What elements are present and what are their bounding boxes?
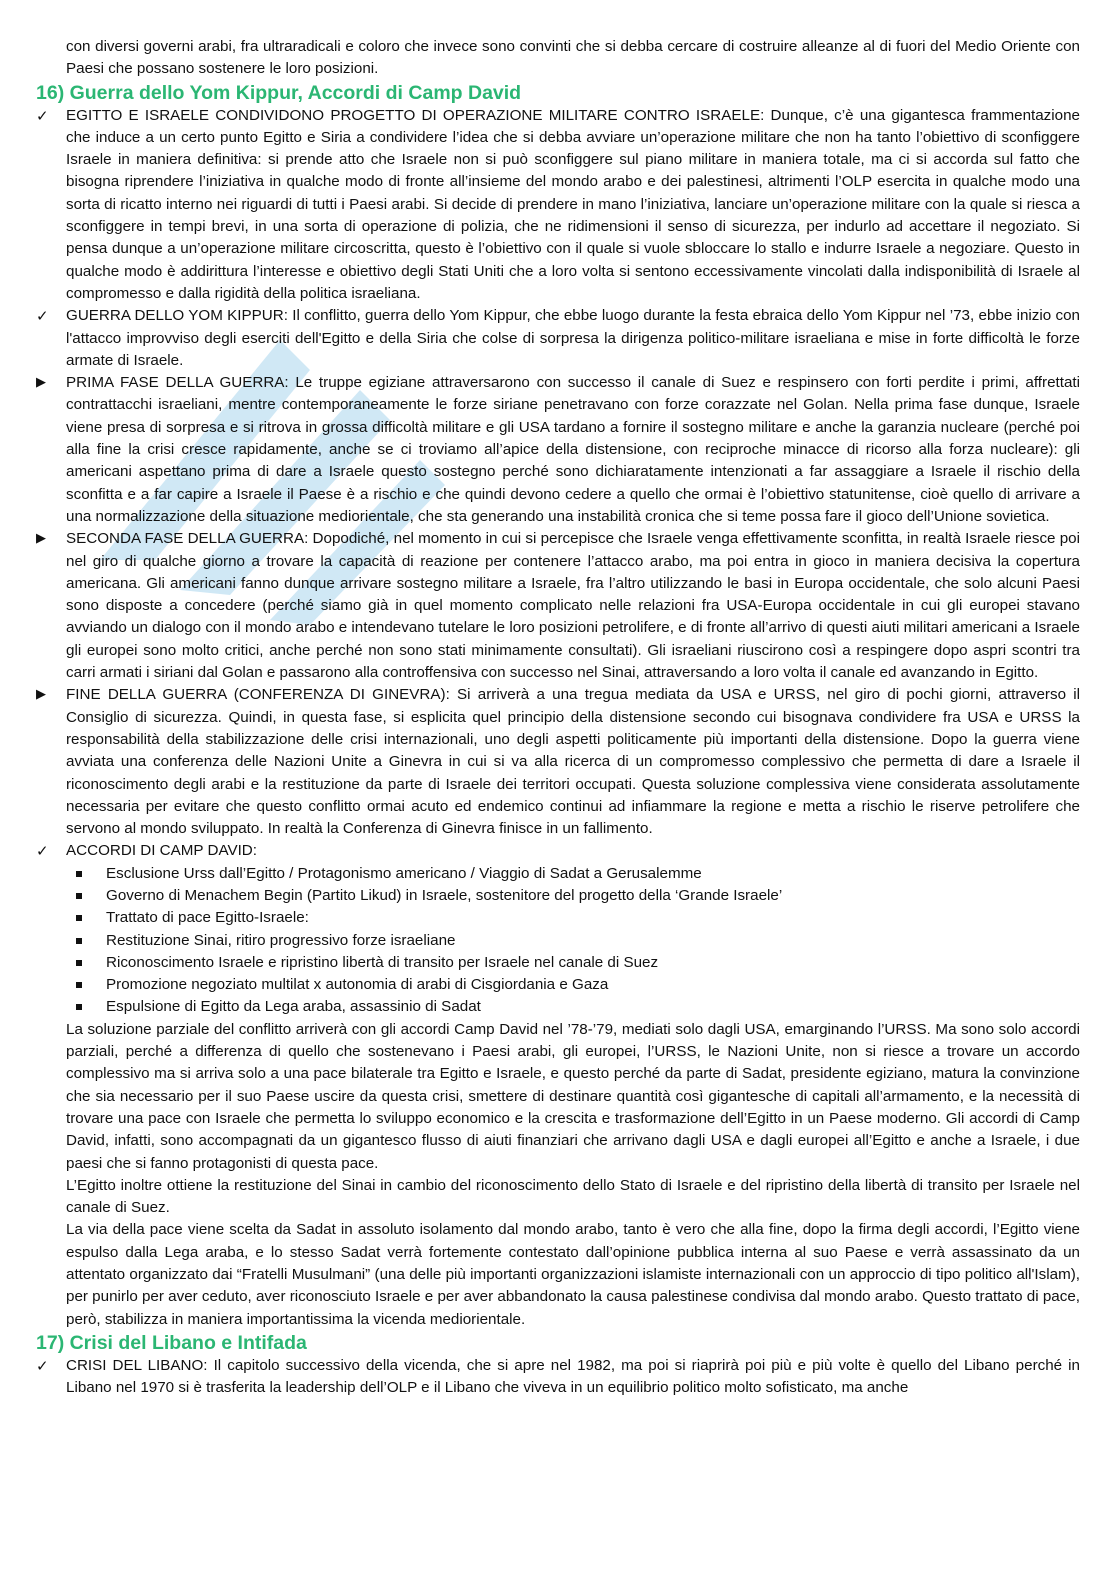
section-16-item [36, 305, 1080, 372]
item-text: PRIMA FASE DELLA GUERRA: Le truppe egiziane attraversarono con successo il canale di Suez e respinsero con forti perdite i primi, affrettati contrattacchi israeliani, mentre contemporaneamente le forze siriane penetravano con forze corazzate nel Golan. Nella prima fase dunque, Israele viene presa di sorpresa e si ritrova in grossa difficoltà militare e gli USA tardano a fornire il sostegno militare e anche la garanzia nucleare (perché poi alla fine la crisi cresce rapidamente, anche se ci troviamo all’apice della distensione, con reciproche minacce di ricorso alla forza nucleare): gli americani aspettano prima di dare a Israele questo sostegno perché sono dichiaratamente intenzionati a far assaggiare a Israele il rischio della sconfitta e a far capire a Israele il Paese è a rischio e che quindi devono cedere a quello che ormai è l’obiettivo statunitense, cioè quello di arrivare a una normalizzazione della situazione mediorientale, che sta generando una instabilità cronica che si teme possa fare il gioco dell’Unione sovietica. [66, 374, 1080, 525]
item-text: SECONDA FASE DELLA GUERRA: Dopodiché, nel momento in cui si percepisce che Israele venga effettivamente sconfitta, in realtà Israele riesce poi nel giro di qualche giorno a trovare la capacità di reazione per contenere l’attacco arabo, ma poi entra in gioco in maniera decisiva la copertura americana. Gli americani fanno dunque arrivare sostegno militare a Israele, fra l’altro utilizzando le basi in Europa occidentale, che solo alcuni Paesi sono disposte a concedere (perché siamo già in quel momento complicato nelle relazioni fra USA-Europa occidentale in cui gli europei stavano avviando un dialogo con il mondo arabo e intendevano tutelare le loro posizioni petrolifere, e di fronte all’arrivo di questi aiuti militari americani a Israele gli europei sono molto critici, anche perché non sono stati minimamente consultati). Gli israeliani riuscirono così a respingere dopo aspri scontri tra carri armati i siriani dal Golan e passarono alla controffensiva con successo nel Sinai, attraversando a loro volta il canale ed avanzando in Egitto. [66, 530, 1080, 682]
item-text: GUERRA DELLO YOM KIPPUR: Il conflitto, guerra dello Yom Kippur, che ebbe luogo durante la festa ebraica dello Yom Kippur nel ’73, ebbe inizio con l'attacco improvviso degli eserciti dell'Egitto e della Siria che colse di sorpresa la dirigenza politico-militare israeliana e mise in forte difficoltà le forze armate di Israele. [66, 307, 1080, 369]
check-icon: ✓ [36, 106, 49, 125]
list-item: Trattato di pace Egitto-Israele: [106, 907, 1080, 929]
section-16-item [36, 684, 1080, 840]
camp-david-paragraph: La soluzione parziale del conflitto arriverà con gli accordi Camp David nel ’78-’79, mediati solo dagli USA, emarginando l’URSS. Ma sono solo accordi parziali, perché a differenza di quello che sostenevano i Paesi arabi, gli europei, l’URSS, le Nazioni Unite, non si riesce a trovare un accordo complessivo ma si arriva solo a una pace bilaterale tra Egitto e Israele, e questo perché da parte di Sadat, presidente egiziano, matura la convinzione che sia necessario per il suo Paese uscire da questa crisi, smettere di destinare quantità così gigantesche di capitali all’armamento, e la necessità di trovare una pace con Israele che permetta lo sviluppo economico e la crescita e trasformazione dell’Egitto in un Paese moderno. Gli accordi di Camp David, infatti, sono accompagnati da un gigantesco flusso di aiuti finanziari che arrivano dagli USA e dagli europei all’Egitto e anche a Israele, i due paesi che si fanno protagonisti di questa pace. [66, 1020, 1080, 1172]
camp-david-bullets [36, 863, 1080, 1019]
document-page [36, 36, 1080, 1400]
camp-david-item [36, 840, 1080, 862]
check-icon: ✓ [36, 1356, 49, 1375]
square-bullet-icon [76, 938, 82, 944]
section-17-item [36, 1355, 1080, 1400]
list-item: Riconoscimento Israele e ripristino libertà di transito per Israele nel canale di Suez [106, 952, 1080, 974]
square-bullet-icon [76, 871, 82, 877]
square-bullet-icon [76, 982, 82, 988]
section-17-heading: 17) Crisi del Libano e Intifada [36, 1331, 307, 1354]
camp-david-paragraph: L’Egitto inoltre ottiene la restituzione del Sinai in cambio del riconoscimento dello Stato di Israele e del ripristino della libertà di transito per Israele nel canale di Suez. [66, 1176, 1080, 1217]
section-16-item [36, 528, 1080, 684]
list-item: Governo di Menachem Begin (Partito Likud) in Israele, sostenitore del progetto della ‘Grande Israele’ [106, 885, 1080, 907]
triangle-icon: ▶ [36, 375, 46, 391]
intro-continuation: con diversi governi arabi, fra ultraradicali e coloro che invece sono convinti che si debba cercare di costruire alleanze al di fuori del Medio Oriente con Paesi che possano sostenere le loro posizioni. [66, 38, 1080, 78]
item-text: EGITTO E ISRAELE CONDIVIDONO PROGETTO DI OPERAZIONE MILITARE CONTRO ISRAELE: Dunque, c’è una gigantesca frammentazione che induce a un certo punto Egitto e Siria a condividere l’idea che si debba avviare un’operazione militare che non ha tanto l’obiettivo di sconfiggere Israele in maniera definitiva: si prende atto che Israele non si può sconfiggere sul piano militare in maniera totale, ma ci si accorda sul fatto che bisogna riprendere l’iniziativa in qualche modo di fronte all’insieme del mondo arabo e dei palestinesi, altrimenti l’OLP esercita in qualche modo una sorta di ricatto interno nei riguardi di tutti i Paesi arabi. Si decide di prendere in mano l’iniziativa, lanciare un’operazione militare con la quale si riesca a sconfiggere in tempi brevi, in una sorta di operazione di polizia, che ne ridimensioni il senso di sicurezza, per indurlo ad accettare il negoziato. Si pensa dunque a un’operazione militare circoscritta, questo è l’obiettivo con il quale si vuole sbloccare lo stallo e indurre Israele a negoziare. Questo in qualche modo è addirittura l’interesse e obiettivo degli Stati Uniti che a loro volta si sentono eccessivamente vincolati dalla indisponibilità di Israele al compromesso e dalla rigidità della politica israeliana. [66, 106, 1080, 302]
camp-david-paragraph: La via della pace viene scelta da Sadat in assoluto isolamento dal mondo arabo, tanto è vero che alla fine, dopo la firma degli accordi, l’Egitto viene espulso dalla Lega araba, e lo stesso Sadat verrà fortemente contestato dall’opinione pubblica interna al suo Paese e verrà assassinato da un attentato organizzato dai “Fratelli Musulmani” (una delle più importanti organizzazioni islamiste internazionali con un approccio di tipo politico all'Islam), per punirlo per aver ceduto, aver riconosciuto Israele e per aver abbandonato la causa palestinese condivisa dal mondo arabo. Questo trattato di pace, però, stabilizza in maniera importantissima la vicenda mediorientale. [66, 1221, 1080, 1328]
square-bullet-icon [76, 1004, 82, 1010]
camp-david-heading: ACCORDI DI CAMP DAVID: [66, 842, 257, 860]
section-16-item [36, 105, 1080, 306]
check-icon: ✓ [36, 842, 49, 861]
section-16-heading: 16) Guerra dello Yom Kippur, Accordi di Camp David [36, 81, 522, 104]
check-icon: ✓ [36, 307, 49, 326]
item-text: CRISI DEL LIBANO: Il capitolo successivo della vicenda, che si apre nel 1982, ma poi si riaprirà poi più e più volte è quello del Libano perché in Libano nel 1970 si è trasferita la leadership dell’OLP e il Libano che viveva in un equilibrio politico molto sofisticato, ma anche [66, 1356, 1080, 1397]
list-item: Promozione negoziato multilat x autonomia di arabi di Cisgiordania e Gaza [106, 974, 1080, 996]
square-bullet-icon [76, 893, 82, 899]
item-text: FINE DELLA GUERRA (CONFERENZA DI GINEVRA): Si arriverà a una tregua mediata da USA e URSS, nel giro di pochi giorni, attraverso il Consiglio di sicurezza. Quindi, in questa fase, si esplicita quel principio della distensione secondo cui bisognava condividere fra USA e URSS la responsabilità della stabilizzazione delle crisi internazionali, uno degli aspetti politicamente più importanti della distensione. Dopo la guerra viene avviata una conferenza delle Nazioni Unite a Ginevra in cui si va alla ricerca di un compromesso complessivo che permetta di dare a Israele il riconoscimento degli arabi e la restituzione da parte di Israele dei territori occupati. Questa soluzione complessiva viene considerata assolutamente necessaria per evitare che questo conflitto ormai acuto ed endemico continui ad infiammare la regione e metta a rischio le riserve petrolifere che servono al mondo sviluppato. In realtà la Conferenza di Ginevra finisce in un fallimento. [66, 686, 1080, 838]
section-16-item [36, 372, 1080, 528]
square-bullet-icon [76, 915, 82, 921]
list-item: Esclusione Urss dall’Egitto / Protagonismo americano / Viaggio di Sadat a Gerusalemme [106, 863, 1080, 885]
triangle-icon: ▶ [36, 531, 46, 547]
list-item: Restituzione Sinai, ritiro progressivo forze israeliane [106, 930, 1080, 952]
square-bullet-icon [76, 960, 82, 966]
triangle-icon: ▶ [36, 687, 46, 703]
list-item: Espulsione di Egitto da Lega araba, assassinio di Sadat [106, 996, 1080, 1018]
